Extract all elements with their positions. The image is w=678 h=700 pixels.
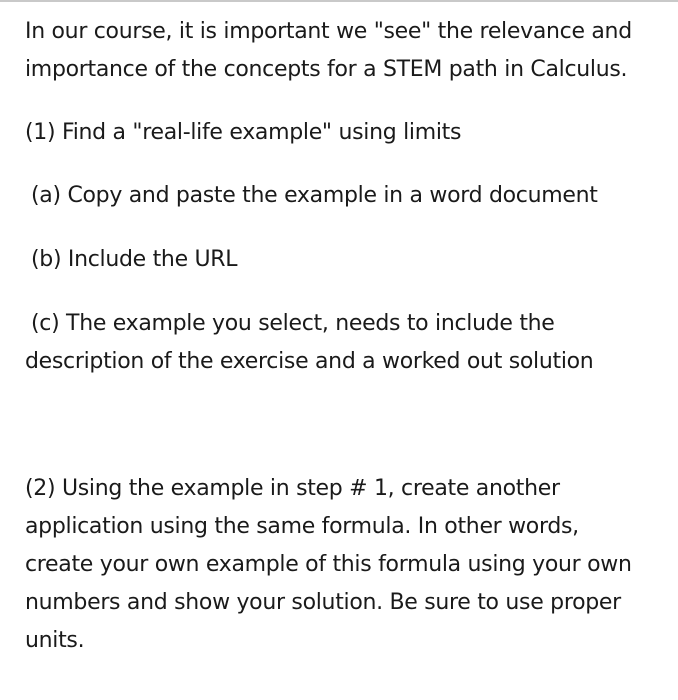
step2-line-4: numbers and show your solution. Be sure to use proper — [25, 590, 621, 615]
step1-heading: (1) Find a "real-life example" using limits — [25, 120, 462, 145]
step1-item-a: (a) Copy and paste the example in a word document — [31, 183, 598, 208]
step2-line-2: application using the same formula. In other words, — [25, 514, 579, 539]
intro-line-2: importance of the concepts for a STEM path in Calculus. — [25, 57, 628, 82]
step1-item-b: (b) Include the URL — [31, 247, 238, 272]
step2-line-5: units. — [25, 628, 85, 653]
step2-line-1: (2) Using the example in step # 1, create another — [25, 476, 560, 501]
step2-line-3: create your own example of this formula using your own — [25, 552, 632, 577]
step1-item-c-line-2: description of the exercise and a worked out solution — [25, 349, 594, 374]
intro-line-1: In our course, it is important we "see" the relevance and — [25, 19, 632, 44]
step1-item-c-line-1: (c) The example you select, needs to include the — [31, 311, 555, 336]
